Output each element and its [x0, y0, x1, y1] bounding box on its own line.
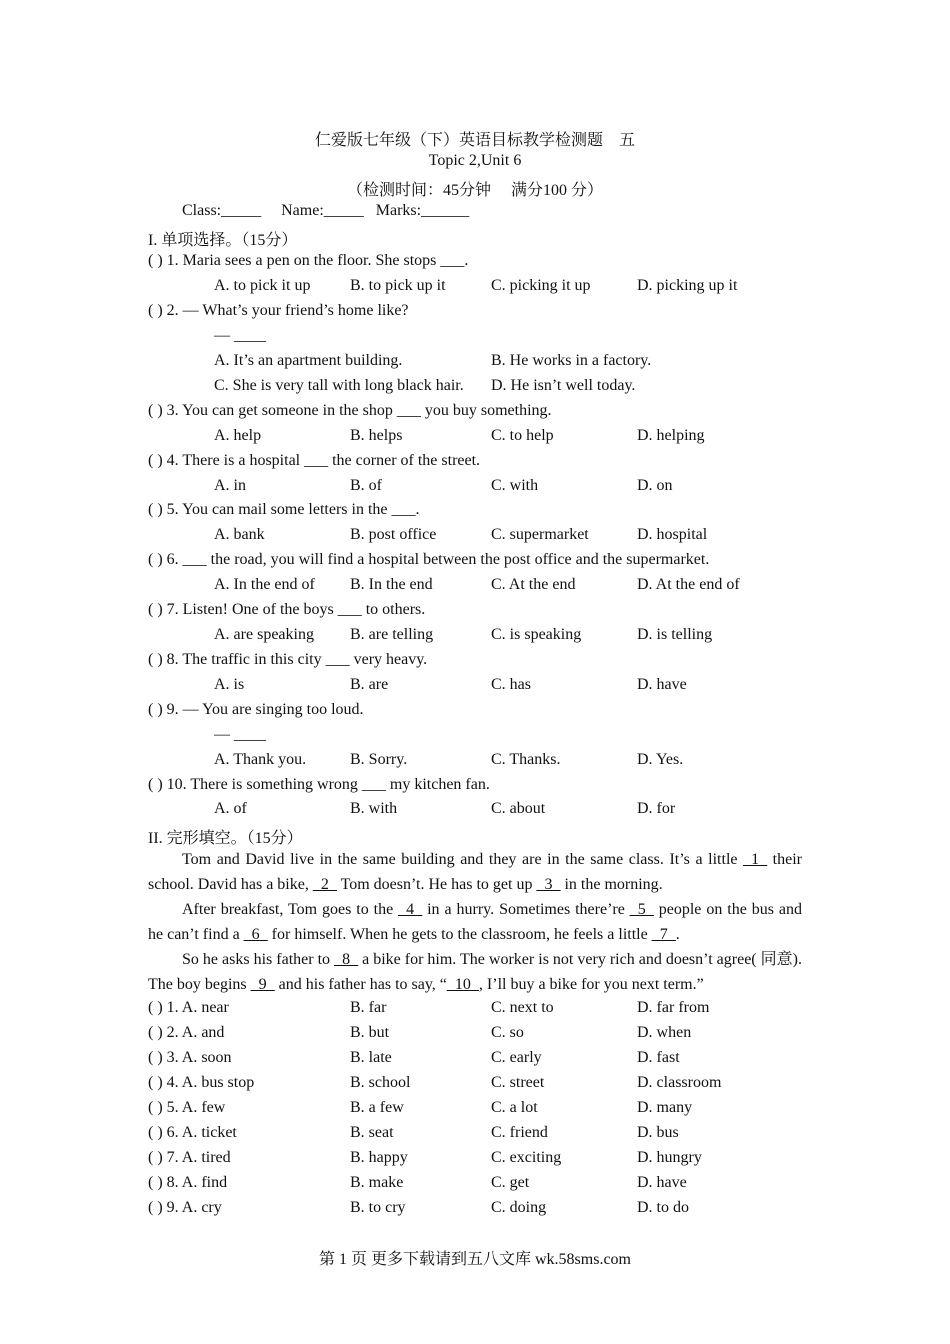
cloze-option-d: D. bus	[637, 1124, 679, 1141]
option-a: A. are speaking	[214, 626, 314, 643]
blank-3: _3_	[536, 876, 561, 893]
cloze-option-a: ( ) 8. A. find	[148, 1174, 228, 1191]
option-d: D. Yes.	[637, 751, 684, 768]
cloze-option-c: C. so	[491, 1024, 524, 1041]
cloze-option-a: ( ) 5. A. few	[148, 1099, 226, 1116]
exam-time: （检测时间：45分钟 满分100 分）	[346, 182, 603, 199]
option-a: A. in	[214, 477, 246, 494]
answer-reply: — ____	[214, 327, 266, 344]
passage-text: .	[675, 926, 680, 943]
cloze-option-a: ( ) 3. A. soon	[148, 1049, 232, 1066]
blank-4: _4_	[398, 901, 423, 918]
passage-text: So he asks his father to	[182, 951, 335, 968]
cloze-option-d: D. far from	[637, 999, 710, 1016]
option-b: B. post office	[350, 526, 437, 543]
cloze-option-d: D. to do	[637, 1199, 689, 1216]
cloze-option-d: D. have	[637, 1174, 687, 1191]
cloze-option-b: B. seat	[350, 1124, 394, 1141]
option-c: C. Thanks.	[491, 751, 561, 768]
passage-text: Tom and David live in the same building and they are in the same class. It’s a little	[182, 851, 744, 868]
option-d: D. have	[637, 676, 687, 693]
option-d: D. hospital	[637, 526, 708, 543]
option-b: B. He works in a factory.	[491, 352, 652, 369]
option-b: B. In the end	[350, 576, 433, 593]
exam-title: 仁爱版七年级（下）英语目标教学检测题 五	[314, 132, 635, 149]
option-b: B. are	[350, 676, 389, 693]
passage-text: a bike for him. The worker is not very rich and doesn’t agree( 同意). The boy begins	[148, 951, 802, 993]
question-stem: ( ) 9. — You are singing too loud.	[148, 701, 364, 718]
option-c: C. picking it up	[491, 277, 591, 294]
option-c: C. At the end	[491, 576, 576, 593]
blank-1: _1_	[743, 851, 768, 868]
cloze-option-c: C. a lot	[491, 1099, 538, 1116]
passage-text: and his father has to say, “	[274, 976, 447, 993]
option-a: A. It’s an apartment building.	[214, 352, 403, 369]
option-a: A. Thank you.	[214, 751, 307, 768]
cloze-passage	[148, 847, 802, 997]
blank-5: _5_	[629, 901, 654, 918]
question-stem: ( ) 6. ___ the road, you will find a hospital between the post office and the supermarket.	[148, 551, 710, 568]
cloze-option-b: B. to cry	[350, 1199, 406, 1216]
option-c: C. supermarket	[491, 526, 589, 543]
option-d: D. on	[637, 477, 673, 494]
cloze-option-a: ( ) 1. A. near	[148, 999, 229, 1016]
page-footer: 第 1 页 更多下载请到五八文库 wk.58sms.com	[318, 1251, 631, 1268]
option-d: D. At the end of	[637, 576, 740, 593]
blank-8: _8_	[334, 951, 359, 968]
cloze-option-b: B. a few	[350, 1099, 404, 1116]
option-b: B. with	[350, 800, 398, 817]
blank-10: _10_	[446, 976, 479, 993]
cloze-option-b: B. happy	[350, 1149, 408, 1166]
cloze-option-c: C. next to	[491, 999, 554, 1016]
student-info: Class:_____ Name:_____ Marks:______	[182, 202, 470, 219]
cloze-option-c: C. early	[491, 1049, 542, 1066]
question-stem: ( ) 1. Maria sees a pen on the floor. She stops ___.	[148, 252, 469, 269]
option-a: A. help	[214, 427, 262, 444]
option-d: D. He isn’t well today.	[491, 377, 636, 394]
option-d: D. helping	[637, 427, 705, 444]
option-b: B. of	[350, 477, 382, 494]
cloze-option-d: D. hungry	[637, 1149, 702, 1166]
answer-reply: — ____	[214, 726, 266, 743]
cloze-option-d: D. when	[637, 1024, 692, 1041]
cloze-option-d: D. many	[637, 1099, 693, 1116]
cloze-option-a: ( ) 9. A. cry	[148, 1199, 222, 1216]
option-c: C. with	[491, 477, 539, 494]
cloze-option-b: B. make	[350, 1174, 404, 1191]
option-a: A. of	[214, 800, 247, 817]
passage-text: for himself. When he gets to the classroom, he feels a little	[267, 926, 652, 943]
option-d: D. picking up it	[637, 277, 738, 294]
passage-text: Tom doesn’t. He has to get up	[336, 876, 537, 893]
option-b: B. to pick up it	[350, 277, 446, 294]
question-stem: ( ) 7. Listen! One of the boys ___ to others.	[148, 601, 426, 618]
option-c: C. has	[491, 676, 531, 693]
cloze-option-b: B. late	[350, 1049, 392, 1066]
exam-topic: Topic 2,Unit 6	[428, 152, 522, 169]
cloze-option-c: C. street	[491, 1074, 545, 1091]
cloze-option-d: D. classroom	[637, 1074, 722, 1091]
question-stem: ( ) 5. You can mail some letters in the ___.	[148, 501, 420, 518]
option-a: A. to pick it up	[214, 277, 311, 294]
passage-text: people on the bus and he can’t find a	[148, 901, 803, 943]
cloze-option-b: B. but	[350, 1024, 390, 1041]
option-b: B. Sorry.	[350, 751, 408, 768]
cloze-paragraph	[148, 947, 802, 997]
section1-heading: I. 单项选择。（15分）	[148, 232, 298, 249]
cloze-option-a: ( ) 6. A. ticket	[148, 1124, 237, 1141]
blank-9: _9_	[250, 976, 275, 993]
cloze-option-b: B. far	[350, 999, 387, 1016]
option-c: C. She is very tall with long black hair.	[214, 377, 464, 394]
cloze-option-c: C. doing	[491, 1199, 547, 1216]
cloze-option-c: C. exciting	[491, 1149, 562, 1166]
passage-text: , I’ll buy a bike for you next term.”	[478, 976, 704, 993]
cloze-option-a: ( ) 4. A. bus stop	[148, 1074, 255, 1091]
question-stem: ( ) 2. — What’s your friend’s home like?	[148, 302, 409, 319]
option-c: C. about	[491, 800, 546, 817]
option-b: B. helps	[350, 427, 403, 444]
cloze-option-d: D. fast	[637, 1049, 680, 1066]
option-c: C. is speaking	[491, 626, 582, 643]
blank-7: _7_	[651, 926, 676, 943]
cloze-option-c: C. friend	[491, 1124, 548, 1141]
option-d: D. is telling	[637, 626, 713, 643]
option-d: D. for	[637, 800, 676, 817]
blank-2: _2_	[312, 876, 337, 893]
question-stem: ( ) 10. There is something wrong ___ my kitchen fan.	[148, 776, 490, 793]
passage-text: After breakfast, Tom goes to the	[182, 901, 399, 918]
passage-text: in the morning.	[560, 876, 663, 893]
option-a: A. bank	[214, 526, 265, 543]
passage-text: in a hurry. Sometimes there’re	[422, 901, 630, 918]
section2-heading: II. 完形填空。（15分）	[148, 830, 303, 847]
blank-6: _6_	[243, 926, 268, 943]
cloze-option-a: ( ) 2. A. and	[148, 1024, 225, 1041]
question-stem: ( ) 4. There is a hospital ___ the corner of the street.	[148, 452, 481, 469]
option-c: C. to help	[491, 427, 554, 444]
option-b: B. are telling	[350, 626, 434, 643]
cloze-option-a: ( ) 7. A. tired	[148, 1149, 231, 1166]
cloze-paragraph	[148, 897, 802, 947]
option-a: A. is	[214, 676, 245, 693]
question-stem: ( ) 3. You can get someone in the shop ___ you buy something.	[148, 402, 552, 419]
question-stem: ( ) 8. The traffic in this city ___ very heavy.	[148, 651, 428, 668]
cloze-paragraph	[148, 847, 802, 897]
passage-text: their school. David has a bike,	[148, 851, 802, 893]
cloze-option-c: C. get	[491, 1174, 530, 1191]
cloze-option-b: B. school	[350, 1074, 411, 1091]
option-a: A. In the end of	[214, 576, 315, 593]
